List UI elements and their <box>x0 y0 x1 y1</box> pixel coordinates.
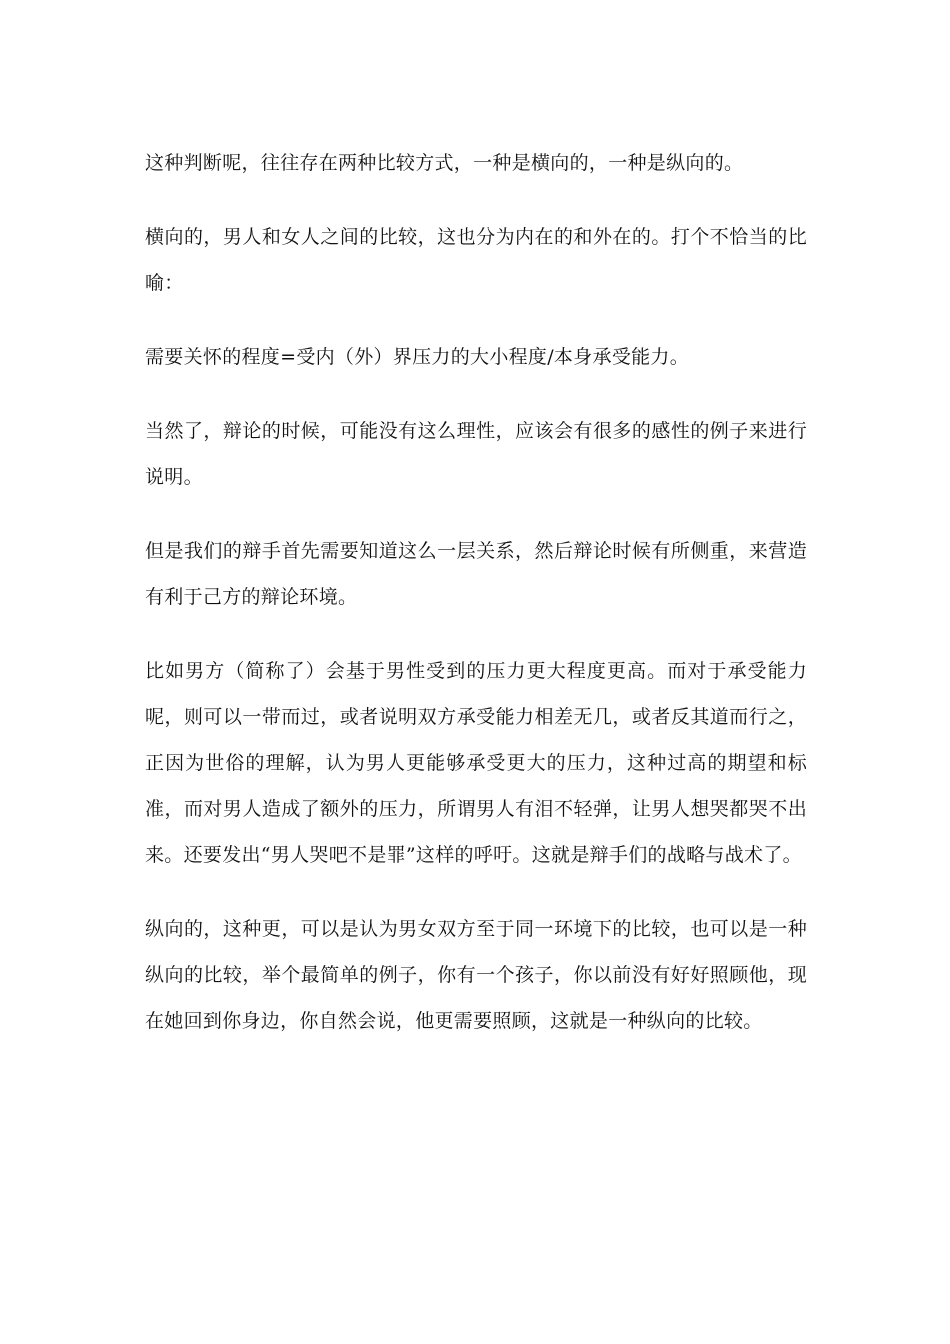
document-body <box>145 140 807 1072</box>
paragraph-2: 横向的，男人和女人之间的比较，这也分为内在的和外在的。打个不恰当的比喻： <box>145 226 807 294</box>
paragraph-1: 这种判断呢，往往存在两种比较方式，一种是横向的，一种是纵向的。 <box>145 152 744 174</box>
paragraph-4: 当然了，辩论的时候，可能没有这么理性，应该会有很多的感性的例子来进行说明。 <box>145 420 807 488</box>
paragraph-7: 纵向的，这种更，可以是认为男女双方至于同一环境下的比较，也可以是一种纵向的比较，举个最简单的例子，你有一个孩子，你以前没有好好照顾他，现在她回到你身边，你自然会说，他更需要照顾，这就是一种纵向的比较。 <box>145 918 807 1032</box>
paragraph-3: 需要关怀的程度=受内（外）界压力的大小程度/本身承受能力。 <box>145 346 690 368</box>
paragraph-5: 但是我们的辩手首先需要知道这么一层关系，然后辩论时候有所侧重，来营造有利于己方的辩论环境。 <box>145 540 807 608</box>
paragraph-6: 比如男方（简称了）会基于男性受到的压力更大程度更高。而对于承受能力呢，则可以一带而过，或者说明双方承受能力相差无几，或者反其道而行之，正因为世俗的理解，认为男人更能够承受更大的压力，这种过高的期望和标准，而对男人造成了额外的压力，所谓男人有泪不轻弹，让男人想哭都哭不出来。还要发出“男人哭吧不是罪”这样的呼吁。这就是辩手们的战略与战术了。 <box>145 660 807 866</box>
